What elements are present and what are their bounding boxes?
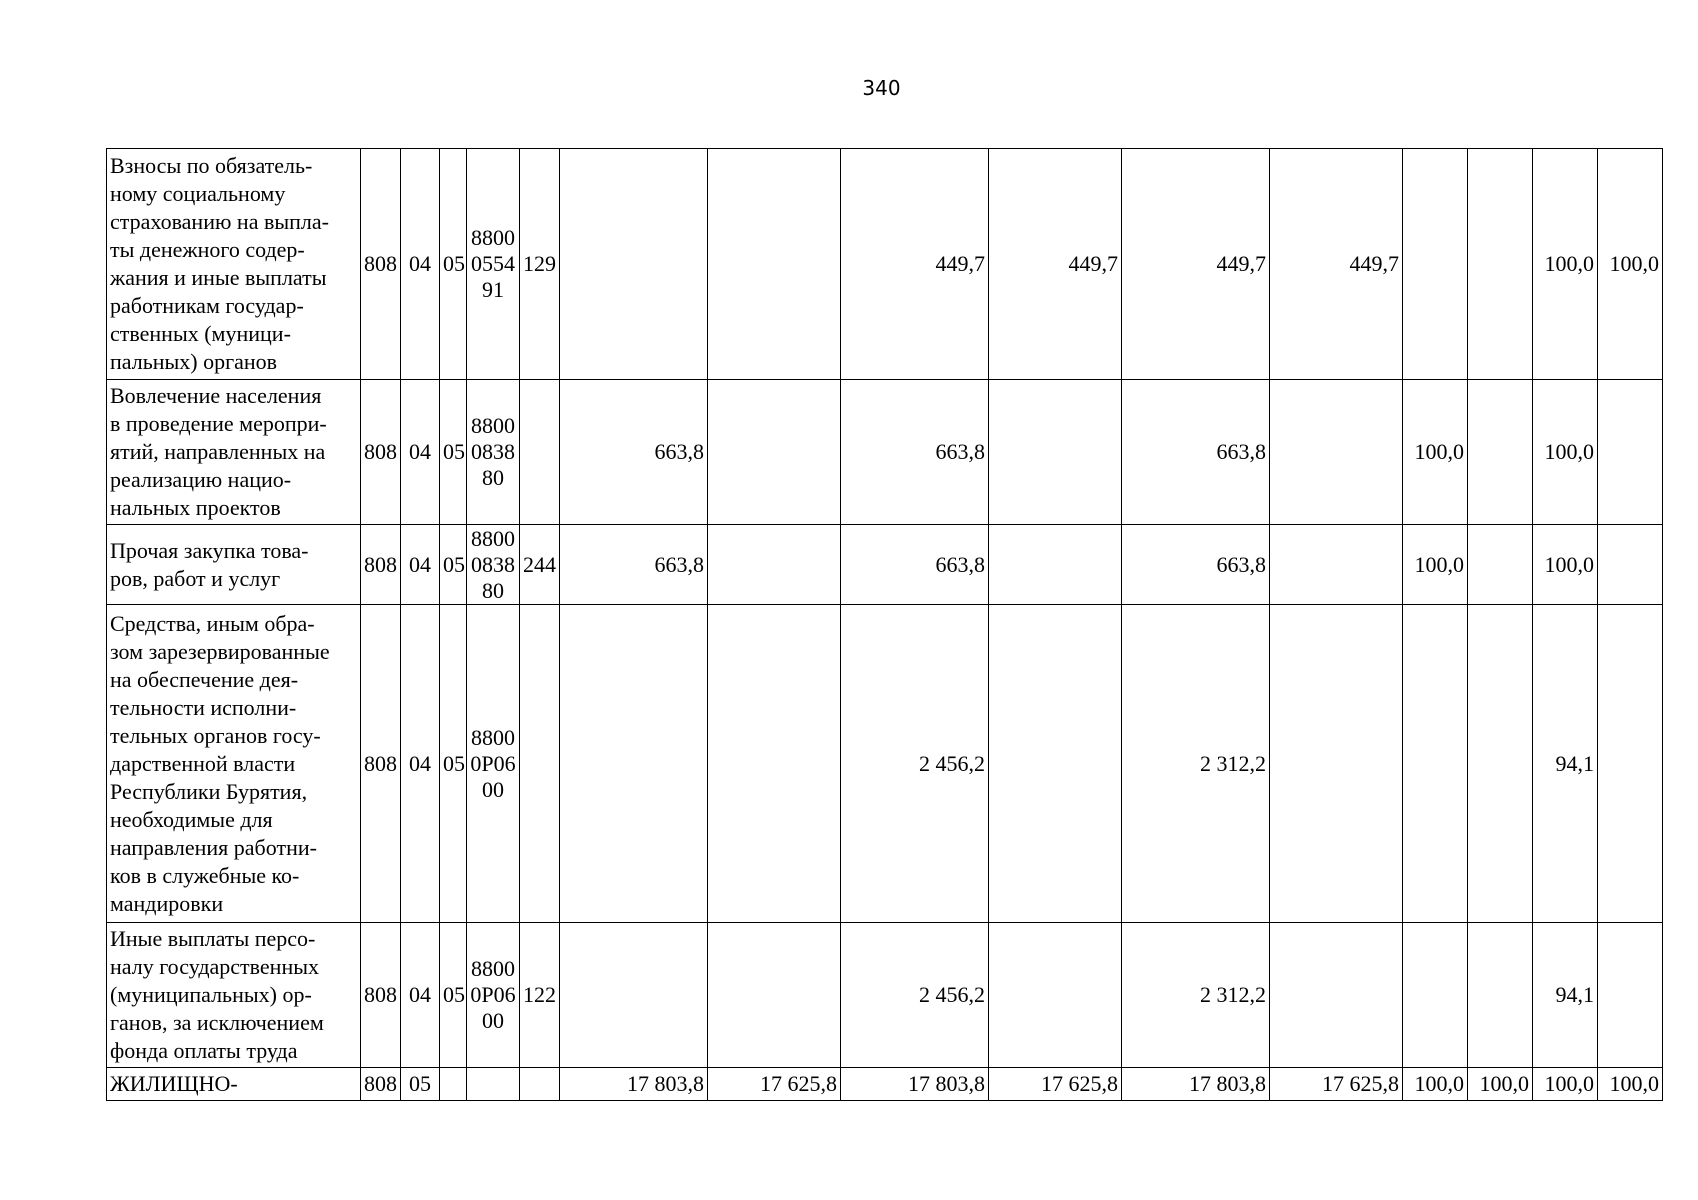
- value-cell: [708, 605, 841, 923]
- percent-cell: 100,0: [1533, 525, 1598, 605]
- value-cell: 2 456,2: [841, 923, 989, 1068]
- section-code: 04: [401, 525, 440, 605]
- value-cell: [1270, 605, 1403, 923]
- percent-cell: [1598, 525, 1663, 605]
- budget-table: [106, 148, 1663, 1101]
- percent-cell: [1468, 380, 1533, 525]
- value-cell: [1270, 525, 1403, 605]
- expense-type-code: [520, 380, 560, 525]
- value-cell: 663,8: [841, 525, 989, 605]
- value-cell: [560, 149, 708, 380]
- row-name: Взносы по обязатель- ному социальному страхованию на выпла- ты денежного содер- жания и иные выплаты работникам государ- ственных (муници- пальных) органов: [107, 149, 361, 380]
- row-name: Средства, иным обра- зом зарезервированные на обеспечение дея- тельности исполни- тельных органов госу- дарственной власти Республики Бурятия, необходимые для направления работни- ков в служебные ко- мандировки: [107, 605, 361, 923]
- target-article-code: 8800 0838 80: [467, 525, 520, 605]
- row-name: Прочая закупка това- ров, работ и услуг: [107, 525, 361, 605]
- percent-cell: 100,0: [1403, 1068, 1468, 1101]
- table-row: [107, 380, 1663, 525]
- value-cell: [989, 605, 1122, 923]
- subsection-code: 05: [440, 605, 467, 923]
- value-cell: 449,7: [989, 149, 1122, 380]
- target-article-code: [467, 1068, 520, 1101]
- value-cell: [989, 380, 1122, 525]
- subsection-code: 05: [440, 525, 467, 605]
- value-cell: 2 312,2: [1122, 605, 1270, 923]
- value-cell: 17 625,8: [1270, 1068, 1403, 1101]
- percent-cell: 100,0: [1533, 380, 1598, 525]
- value-cell: [989, 525, 1122, 605]
- percent-cell: [1468, 149, 1533, 380]
- value-cell: 449,7: [841, 149, 989, 380]
- section-code: 04: [401, 149, 440, 380]
- target-article-code: 8800 0838 80: [467, 380, 520, 525]
- subsection-code: 05: [440, 380, 467, 525]
- percent-cell: [1468, 605, 1533, 923]
- value-cell: 2 456,2: [841, 605, 989, 923]
- page-number: 340: [862, 76, 901, 100]
- value-cell: [708, 923, 841, 1068]
- percent-cell: 100,0: [1403, 380, 1468, 525]
- percent-cell: 94,1: [1533, 923, 1598, 1068]
- table-row: [107, 1068, 1663, 1101]
- ved-code: 808: [361, 380, 401, 525]
- value-cell: [708, 525, 841, 605]
- value-cell: 663,8: [1122, 525, 1270, 605]
- row-name: ЖИЛИЩНО-: [107, 1068, 361, 1101]
- subsection-code: 05: [440, 923, 467, 1068]
- ved-code: 808: [361, 525, 401, 605]
- percent-cell: [1468, 923, 1533, 1068]
- table-row: [107, 605, 1663, 923]
- percent-cell: [1403, 149, 1468, 380]
- ved-code: 808: [361, 605, 401, 923]
- target-article-code: 8800 0P06 00: [467, 605, 520, 923]
- table-row: [107, 525, 1663, 605]
- table-row: [107, 149, 1663, 380]
- value-cell: [1270, 380, 1403, 525]
- value-cell: 2 312,2: [1122, 923, 1270, 1068]
- value-cell: 17 625,8: [708, 1068, 841, 1101]
- expense-type-code: 122: [520, 923, 560, 1068]
- percent-cell: 100,0: [1533, 1068, 1598, 1101]
- value-cell: 17 803,8: [560, 1068, 708, 1101]
- percent-cell: [1403, 923, 1468, 1068]
- expense-type-code: 129: [520, 149, 560, 380]
- value-cell: [708, 380, 841, 525]
- percent-cell: [1403, 605, 1468, 923]
- value-cell: 17 803,8: [1122, 1068, 1270, 1101]
- ved-code: 808: [361, 1068, 401, 1101]
- value-cell: [708, 149, 841, 380]
- value-cell: 449,7: [1270, 149, 1403, 380]
- percent-cell: [1598, 605, 1663, 923]
- ved-code: 808: [361, 923, 401, 1068]
- value-cell: 663,8: [1122, 380, 1270, 525]
- target-article-code: 8800 0554 91: [467, 149, 520, 380]
- row-name: Вовлечение населения в проведение меропри- ятий, направленных на реализацию нацио- нальных проектов: [107, 380, 361, 525]
- ved-code: 808: [361, 149, 401, 380]
- value-cell: 17 803,8: [841, 1068, 989, 1101]
- value-cell: [560, 923, 708, 1068]
- percent-cell: [1598, 923, 1663, 1068]
- section-code: 04: [401, 923, 440, 1068]
- percent-cell: [1468, 525, 1533, 605]
- value-cell: 663,8: [560, 525, 708, 605]
- section-code: 04: [401, 380, 440, 525]
- value-cell: [1270, 923, 1403, 1068]
- value-cell: [989, 923, 1122, 1068]
- expense-type-code: [520, 1068, 560, 1101]
- value-cell: [560, 605, 708, 923]
- subsection-code: [440, 1068, 467, 1101]
- value-cell: 17 625,8: [989, 1068, 1122, 1101]
- value-cell: 663,8: [841, 380, 989, 525]
- table-row: [107, 923, 1663, 1068]
- expense-type-code: 244: [520, 525, 560, 605]
- percent-cell: 94,1: [1533, 605, 1598, 923]
- percent-cell: 100,0: [1598, 1068, 1663, 1101]
- percent-cell: 100,0: [1403, 525, 1468, 605]
- expense-type-code: [520, 605, 560, 923]
- target-article-code: 8800 0P06 00: [467, 923, 520, 1068]
- percent-cell: 100,0: [1468, 1068, 1533, 1101]
- section-code: 05: [401, 1068, 440, 1101]
- percent-cell: 100,0: [1598, 149, 1663, 380]
- subsection-code: 05: [440, 149, 467, 380]
- percent-cell: 100,0: [1533, 149, 1598, 380]
- value-cell: 663,8: [560, 380, 708, 525]
- value-cell: 449,7: [1122, 149, 1270, 380]
- row-name: Иные выплаты персо- налу государственных (муниципальных) ор- ганов, за исключением фонда оплаты труда: [107, 923, 361, 1068]
- section-code: 04: [401, 605, 440, 923]
- percent-cell: [1598, 380, 1663, 525]
